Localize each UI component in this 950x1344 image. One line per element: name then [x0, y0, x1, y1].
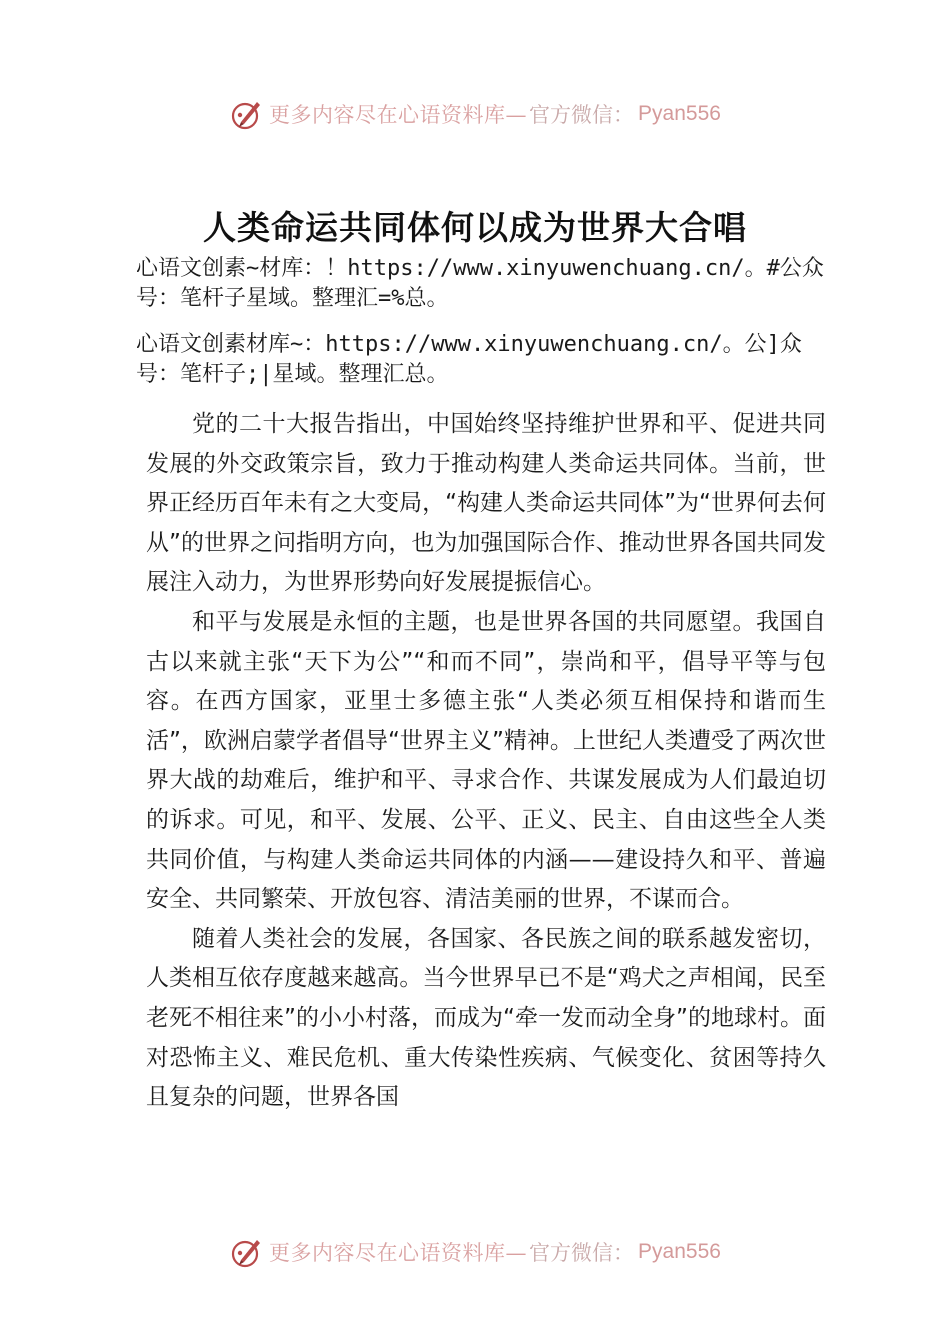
banner-wechat-id: Pyan556: [638, 102, 721, 125]
source-line-1: 心语文创素~材库：！https://www.xinyuwenchuang.cn/。#公众号：笔杆子星域。整理汇=%总。: [136, 256, 824, 311]
banner-wechat-id: Pyan556: [638, 1240, 721, 1263]
banner-wechat-label: 官方微信：: [529, 1241, 635, 1265]
banner-text: 更多内容尽在心语资料库—: [269, 1241, 528, 1265]
banner-text: 更多内容尽在心语资料库—: [269, 103, 528, 127]
paragraph-2: 和平与发展是永恒的主题，也是世界各国的共同愿望。我国自古以来就主张“天下为公”“和而不同”，崇尚和平，倡导平等与包容。在西方国家，亚里士多德主张“人类必须互相保持和谐而生活”，欧洲启蒙学者倡导“世界主义”精神。上世纪人类遭受了两次世界大战的劫难后，维护和平、寻求合作、共谋发展成为人们最迫切的诉求。可见，和平、发展、公平、正义、民主、自由这些全人类共同价值，与构建人类命运共同体的内涵——建设持久和平、普遍安全、共同繁荣、开放包容、清洁美丽的世界，不谋而合。: [146, 608, 826, 913]
footer-banner: [0, 1230, 950, 1274]
paragraph-3: 随着人类社会的发展，各国家、各民族之间的联系越发密切，人类相互依存度越来越高。当今世界早已不是“鸡犬之声相闻，民至老死不相往来”的小小村落，而成为“牵一发而动全身”的地球村。面对恐怖主义、难民危机、重大传染性疾病、气候变化、贫困等持久且复杂的问题，世界各国: [146, 925, 826, 1111]
banner-wechat-label: 官方微信：: [529, 103, 635, 127]
header-banner: [0, 92, 950, 136]
document-title: 人类命运共同体何以成为世界大合唱: [203, 208, 747, 247]
article-body: [146, 405, 826, 1118]
paragraph-1: 党的二十大报告指出，中国始终坚持维护世界和平、促进共同发展的外交政策宗旨，致力于推动构建人类命运共同体。当前，世界正经历百年未有之大变局，“构建人类命运共同体”为“世界何去何从”的世界之问指明方向，也为加强国际合作、推动世界各国共同发展注入动力，为世界形势向好发展提振信心。: [146, 411, 826, 596]
pen-logo-icon: [229, 96, 265, 132]
source-line-2: 心语文创素材库~：https://www.xinyuwenchuang.cn/。公]众号：笔杆子;|星域。整理汇总。: [136, 332, 802, 387]
pen-logo-icon: [229, 1234, 265, 1270]
